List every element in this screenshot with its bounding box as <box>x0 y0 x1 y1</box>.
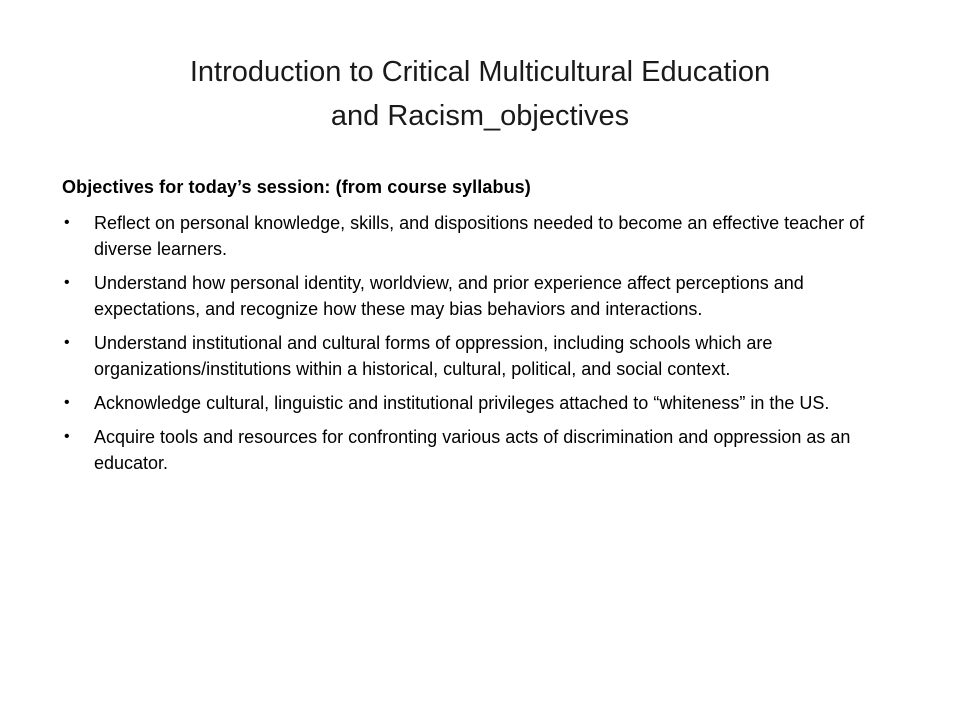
list-item <box>62 270 912 322</box>
slide-title <box>60 50 900 138</box>
list-item-text: Acquire tools and resources for confronting various acts of discrimination and oppression as an educator. <box>94 427 851 473</box>
bullet-icon: • <box>64 394 70 411</box>
bullet-icon: • <box>64 334 70 351</box>
list-item <box>62 210 912 262</box>
bullet-icon: • <box>64 428 70 445</box>
slide-title-line-2: and Racism_objectives <box>330 100 630 132</box>
slide-body <box>62 174 912 484</box>
objectives-list <box>62 210 912 476</box>
list-item-text: Acknowledge cultural, linguistic and institutional privileges attached to “whiteness” in the US. <box>94 393 830 413</box>
list-item-text: Understand how personal identity, worldview, and prior experience affect perceptions and expectations, and recognize how these may bias behaviors and interactions. <box>94 273 804 319</box>
list-item-text: Reflect on personal knowledge, skills, and dispositions needed to become an effective teacher of diverse learners. <box>94 213 865 259</box>
objectives-heading: Objectives for today’s session: (from course syllabus) <box>62 177 531 197</box>
list-item-text: Understand institutional and cultural forms of oppression, including schools which are organizations/institutions within a historical, cultural, political, and social context. <box>94 333 773 379</box>
list-item <box>62 330 912 382</box>
list-item <box>62 424 912 476</box>
bullet-icon: • <box>64 274 70 291</box>
slide-title-line-1: Introduction to Critical Multicultural Education <box>189 56 771 88</box>
list-item <box>62 390 912 416</box>
bullet-icon: • <box>64 214 70 231</box>
